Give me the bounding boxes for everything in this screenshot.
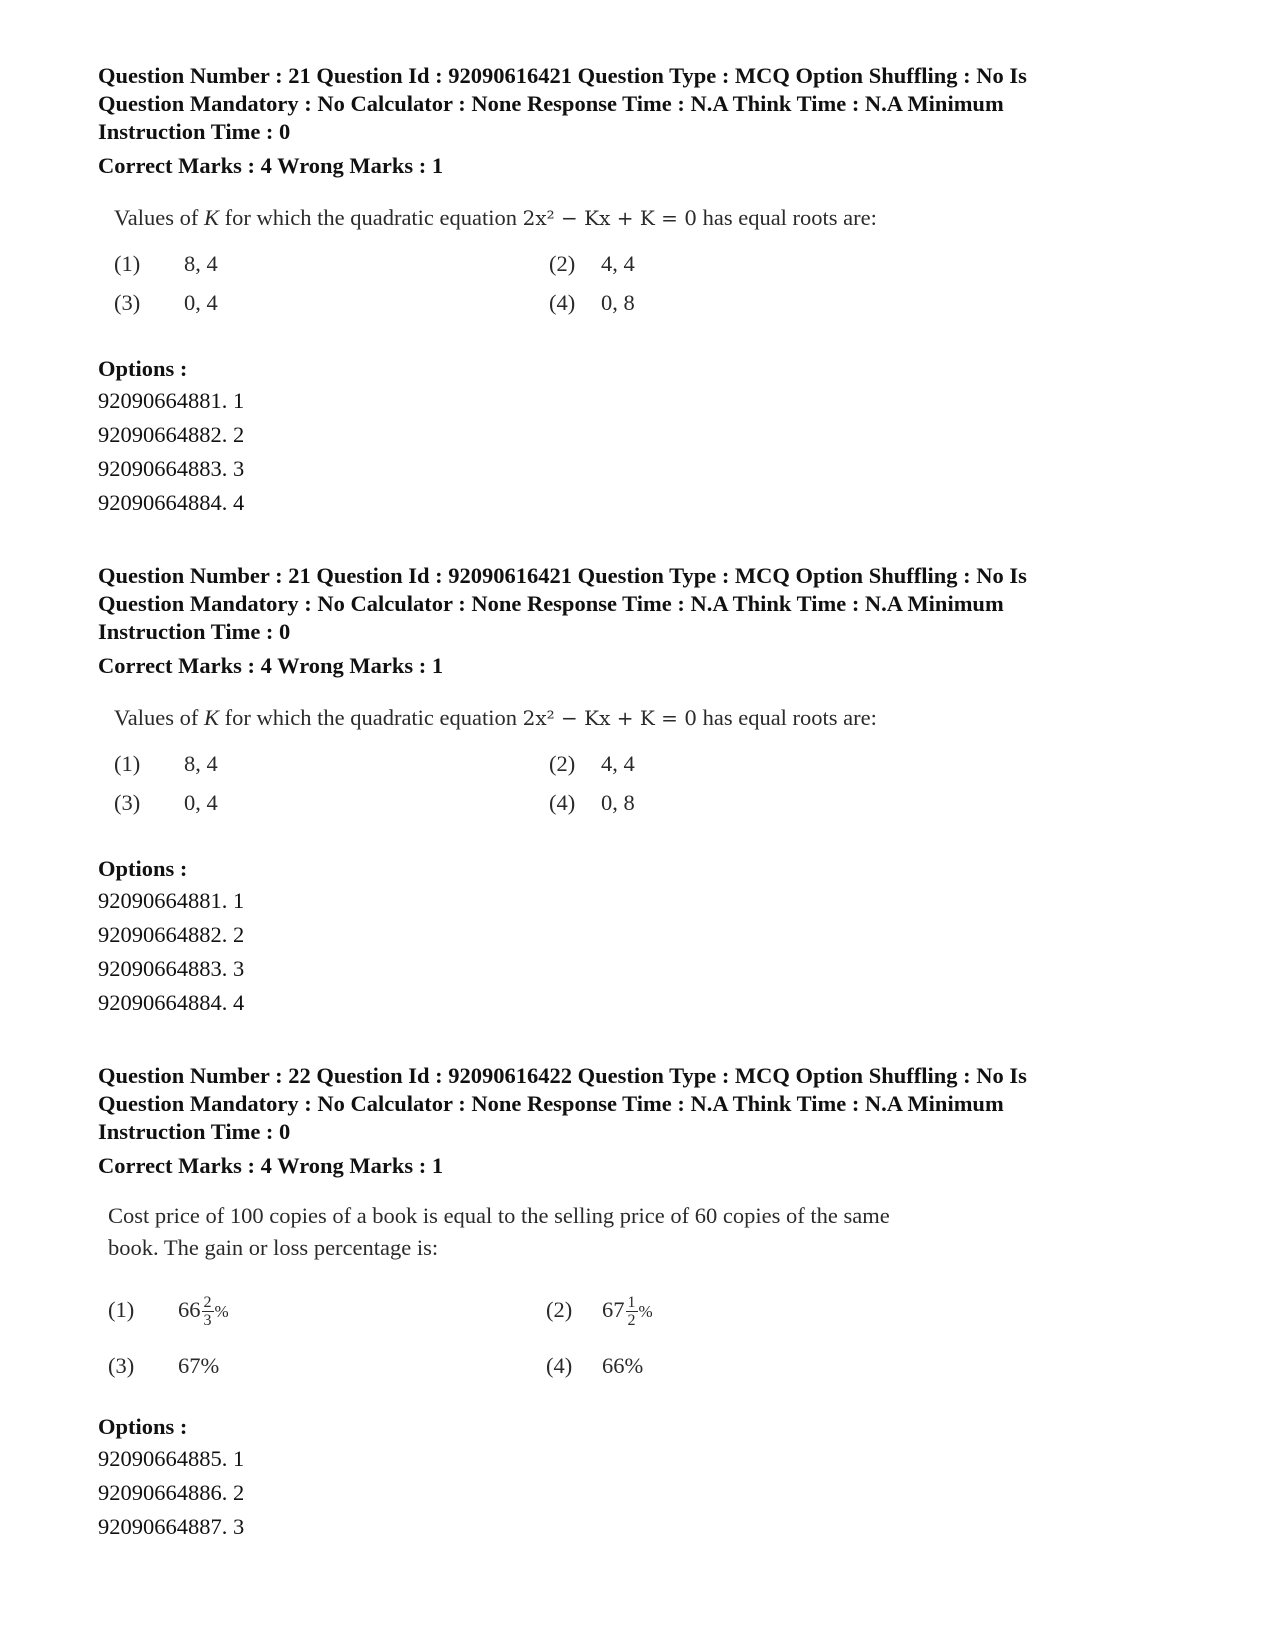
- fraction-numerator: 2: [203, 1294, 212, 1312]
- option-line: 92090664881. 1: [98, 888, 245, 913]
- choice-number: (3): [108, 1353, 135, 1378]
- question-block-1: [98, 62, 1208, 520]
- choice-value: 66%: [602, 1353, 644, 1378]
- option-line: 92090664881. 1: [98, 388, 245, 413]
- choice-number: (1): [114, 751, 141, 776]
- choice-2: [546, 1288, 653, 1332]
- choice-number: (1): [108, 1297, 135, 1322]
- options-list: [98, 854, 1208, 1020]
- choice-whole: 67: [602, 1297, 625, 1322]
- stem-line-1: Cost price of 100 copies of a book is equal to the selling price of 60 copies of the same: [108, 1203, 890, 1228]
- option-line: 92090664882. 2: [98, 422, 245, 447]
- question-stem: [114, 202, 1208, 234]
- option-line: 92090664886. 2: [98, 1480, 245, 1505]
- choice-number: (3): [114, 790, 141, 815]
- question-block-2: [98, 562, 1208, 1020]
- question-stem: [108, 1200, 1208, 1264]
- choice-value: [602, 1288, 653, 1334]
- stem-equation: 2x² − Kx + K = 0: [522, 706, 697, 730]
- option-line: 92090664884. 4: [98, 490, 245, 515]
- question-meta-line-3: Instruction Time : 0: [98, 119, 291, 144]
- option-line: 92090664883. 3: [98, 956, 245, 981]
- question-meta-line-1: Question Number : 21 Question Id : 92090616421 Question Type : MCQ Option Shuffling : No Is: [98, 563, 1027, 588]
- stem-text-pre: Values of: [114, 205, 204, 230]
- question-marks: Correct Marks : 4 Wrong Marks : 1: [98, 653, 444, 678]
- choice-value: 8, 4: [184, 251, 218, 276]
- option-line: 92090664885. 1: [98, 1446, 245, 1471]
- choice-whole: 66: [178, 1297, 201, 1322]
- choice-number: (4): [549, 790, 576, 815]
- choice-number: (2): [549, 751, 576, 776]
- choice-grid: [114, 748, 1208, 832]
- options-title: Options :: [98, 356, 188, 381]
- choice-number: (4): [549, 290, 576, 315]
- choice-number: (1): [114, 251, 141, 276]
- fraction: [202, 1294, 214, 1329]
- stem-text-post: has equal roots are:: [696, 705, 877, 730]
- stem-variable: K: [203, 705, 219, 730]
- choice-1: [114, 748, 218, 780]
- choice-4: [549, 787, 635, 819]
- choice-2: [549, 748, 635, 780]
- options-title: Options :: [98, 856, 188, 881]
- question-meta-line-2: Question Mandatory : No Calculator : None Response Time : N.A Think Time : N.A Minimum: [98, 591, 1004, 616]
- fraction-denominator: 3: [203, 1312, 212, 1330]
- options-list: [98, 354, 1208, 520]
- choice-3: [108, 1350, 219, 1382]
- option-line: 92090664883. 3: [98, 456, 245, 481]
- percent-sign: %: [638, 1302, 653, 1321]
- option-line: 92090664887. 3: [98, 1514, 245, 1539]
- choice-value: [178, 1288, 229, 1334]
- percent-sign: %: [214, 1302, 229, 1321]
- options-title: Options :: [98, 1414, 188, 1439]
- choice-value: 0, 8: [601, 790, 635, 815]
- choice-3: [114, 787, 218, 819]
- choice-number: (4): [546, 1353, 573, 1378]
- stem-text-pre: Values of: [114, 705, 204, 730]
- choice-value: 0, 4: [184, 290, 218, 315]
- question-meta-line-3: Instruction Time : 0: [98, 1119, 291, 1144]
- question-meta-line-3: Instruction Time : 0: [98, 619, 291, 644]
- question-meta-line-1: Question Number : 21 Question Id : 92090616421 Question Type : MCQ Option Shuffling : No Is: [98, 63, 1027, 88]
- choice-grid: [108, 1282, 1208, 1392]
- stem-text-post: has equal roots are:: [696, 205, 877, 230]
- stem-equation: 2x² − Kx + K = 0: [522, 206, 697, 230]
- choice-value: 4, 4: [601, 251, 635, 276]
- choice-value: 0, 4: [184, 790, 218, 815]
- question-meta-line-2: Question Mandatory : No Calculator : None Response Time : N.A Think Time : N.A Minimum: [98, 91, 1004, 116]
- choice-4: [549, 287, 635, 319]
- choice-2: [549, 248, 635, 280]
- choice-grid: [114, 248, 1208, 332]
- option-line: 92090664884. 4: [98, 990, 245, 1015]
- options-list: [98, 1412, 1208, 1544]
- fraction-numerator: 1: [627, 1294, 636, 1312]
- question-stem: [114, 702, 1208, 734]
- stem-variable: K: [203, 205, 219, 230]
- fraction: [626, 1294, 638, 1329]
- question-block-3: [98, 1062, 1208, 1544]
- option-line: 92090664882. 2: [98, 922, 245, 947]
- fraction-denominator: 2: [627, 1312, 636, 1330]
- choice-4: [546, 1350, 643, 1382]
- choice-3: [114, 287, 218, 319]
- stem-text-mid: for which the quadratic equation: [219, 205, 523, 230]
- question-meta-line-1: Question Number : 22 Question Id : 92090616422 Question Type : MCQ Option Shuffling : No Is: [98, 1063, 1027, 1088]
- stem-line-2: book. The gain or loss percentage is:: [108, 1235, 439, 1260]
- choice-value: 67%: [178, 1353, 220, 1378]
- choice-1: [108, 1288, 229, 1332]
- question-meta-line-2: Question Mandatory : No Calculator : None Response Time : N.A Think Time : N.A Minimum: [98, 1091, 1004, 1116]
- choice-number: (2): [549, 251, 576, 276]
- choice-value: 0, 8: [601, 290, 635, 315]
- stem-text-mid: for which the quadratic equation: [219, 705, 523, 730]
- choice-value: 8, 4: [184, 751, 218, 776]
- choice-value: 4, 4: [601, 751, 635, 776]
- question-marks: Correct Marks : 4 Wrong Marks : 1: [98, 1153, 444, 1178]
- choice-1: [114, 248, 218, 280]
- choice-number: (3): [114, 290, 141, 315]
- choice-number: (2): [546, 1297, 573, 1322]
- question-marks: Correct Marks : 4 Wrong Marks : 1: [98, 153, 444, 178]
